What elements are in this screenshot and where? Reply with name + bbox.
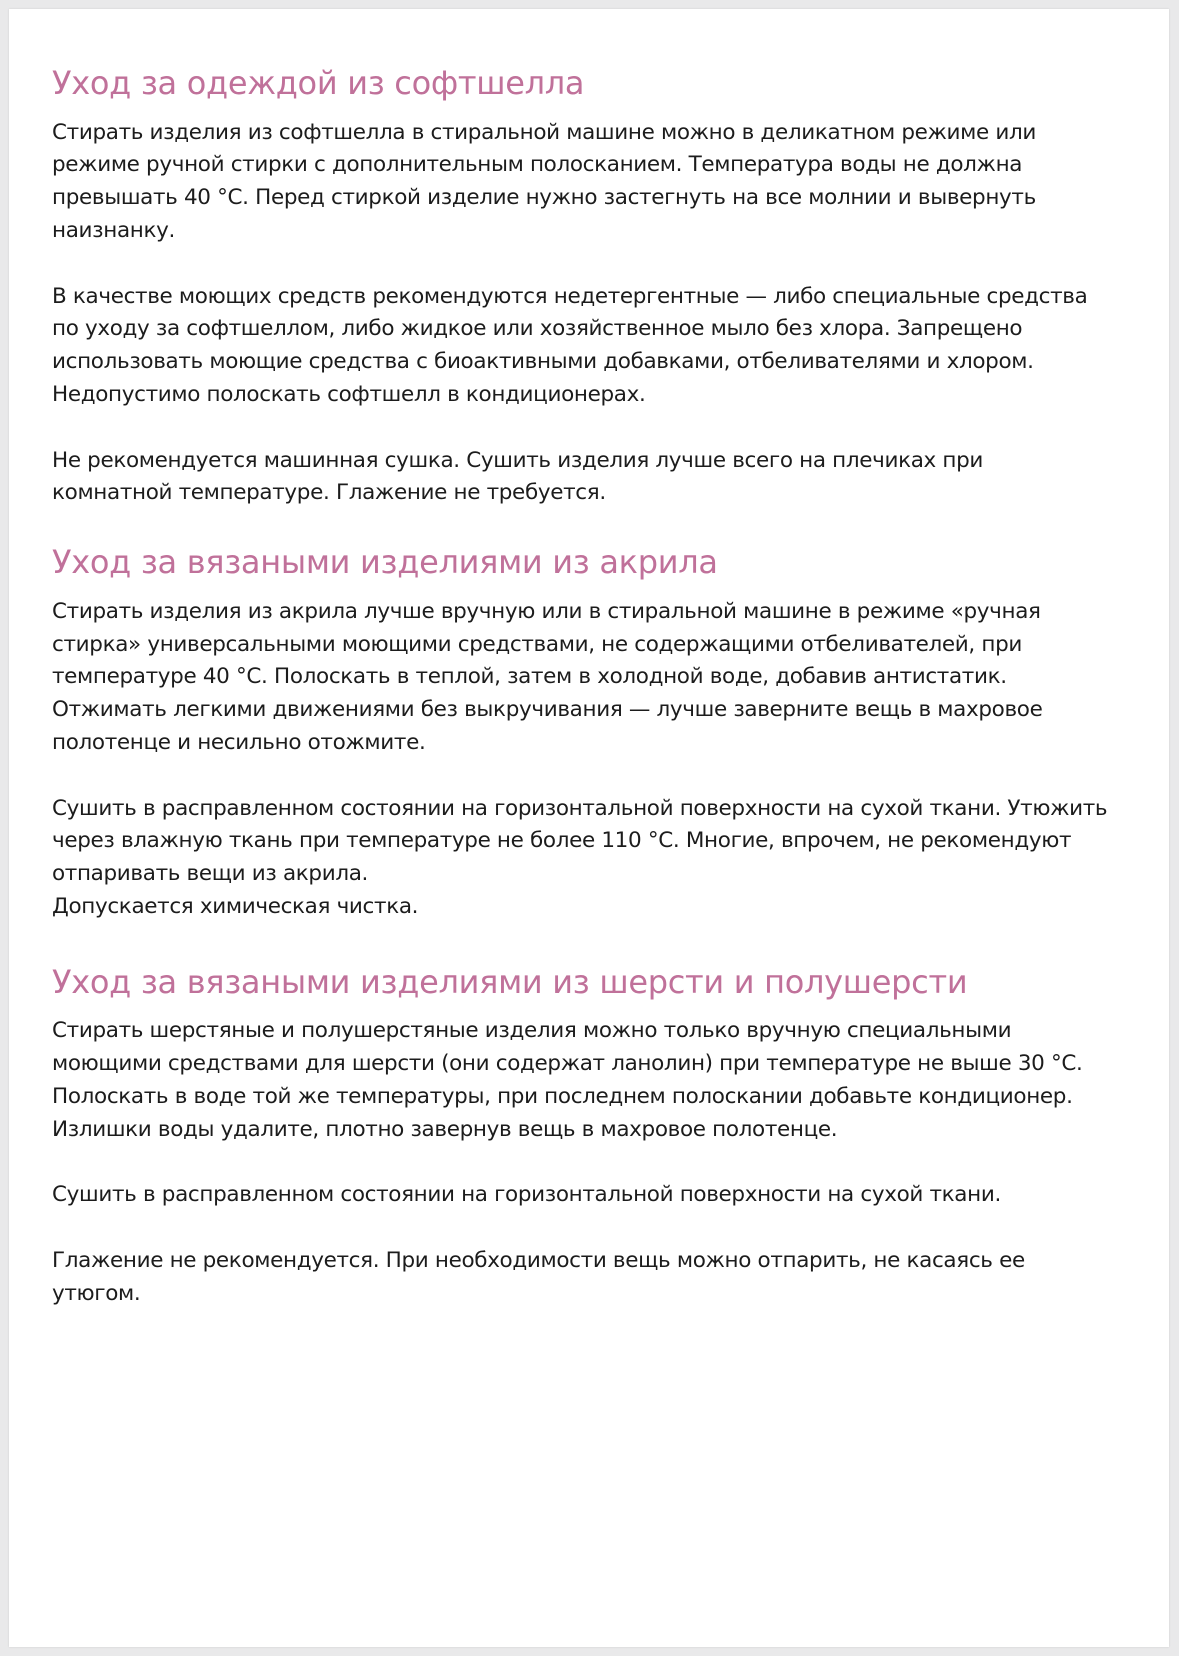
section-title: Уход за вязаными изделиями из акрила bbox=[52, 543, 718, 582]
paragraph: Стирать шерстяные и полушерстяные изделия можно только вручную специальными моющими средствами для шерсти (они содержат ланолин) при температуре не выше 30 °C. Полоскать в воде той же температуры, при последнем полоскании добавьте кондиционер. Излишки воды удалите, плотно завернув вещь в махровое полотенце. bbox=[52, 1018, 1083, 1142]
paragraph: Стирать изделия из акрила лучше вручную или в стиральной машине в режиме «ручная стирка» универсальными моющими средствами, не содержащими отбеливателей, при температуре 40 °C. Полоскать в теплой, затем в холодной воде, добавив антистатик. Отжимать легкими движениями без выкручивания — лучше заверните вещь в махровое полотенце и несильно отожмите. bbox=[52, 598, 1043, 755]
section-acrylic-care bbox=[52, 542, 1109, 924]
paragraph: Сушить в расправленном состоянии на горизонтальной поверхности на сухой ткани. Утюжить через влажную ткань при температуре не более 110 °C. Многие, впрочем, не рекомендуют отпаривать вещи из акрила. Допускается химическая чистка. bbox=[52, 795, 1108, 919]
paragraph: Стирать изделия из софтшелла в стиральной машине можно в деликатном режиме или режиме ручной стирки с дополнительным полосканием. Температура воды не должна превышать 40 °C. Перед стиркой изделие нужно застегнуть на все молнии и вывернуть наизнанку. bbox=[52, 119, 1037, 243]
section-title: Уход за одеждой из софтшелла bbox=[52, 64, 585, 102]
paragraph: Глажение не рекомендуется. При необходимости вещь можно отпарить, не касаясь ее утюгом. bbox=[52, 1247, 1025, 1306]
paragraph: Не рекомендуется машинная сушка. Сушить изделия лучше всего на плечиках при комнатной температуре. Глажение не требуется. bbox=[52, 447, 984, 506]
document-page bbox=[9, 9, 1169, 1647]
section-softshell-care bbox=[52, 63, 1109, 510]
section-wool-care bbox=[52, 962, 1109, 1311]
paragraph: Сушить в расправленном состоянии на горизонтальной поверхности на сухой ткани. bbox=[52, 1182, 1001, 1208]
paragraph: В качестве моющих средств рекомендуются недетергентные — либо специальные средства по уходу за софтшеллом, либо жидкое или хозяйственное мыло без хлора. Запрещено использовать моющие средства с биоактивными добавками, отбеливателями и хлором. Недопустимо полоскать софтшелл в кондиционерах. bbox=[52, 283, 1088, 407]
section-title: Уход за вязаными изделиями из шерсти и полушерсти bbox=[52, 962, 968, 1001]
